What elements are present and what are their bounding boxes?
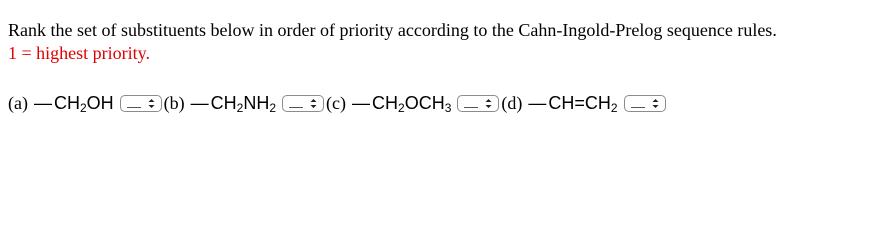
formula-subscript: 2 xyxy=(398,100,405,115)
formula-part: CH xyxy=(53,92,80,113)
substituent-formula xyxy=(528,93,617,114)
instruction-line: Rank the set of substituents below in order of priority according to the Cahn-Ingold-Prelog sequence rules. xyxy=(8,20,777,40)
rank-select-c[interactable] xyxy=(457,95,499,112)
bond-dash: — xyxy=(190,92,209,113)
selected-value xyxy=(289,107,303,108)
rank-select-a[interactable] xyxy=(120,95,162,112)
item-letter: (c) xyxy=(326,92,347,113)
up-down-chevron-icon xyxy=(652,98,659,109)
bond-dash: — xyxy=(33,92,52,113)
selected-value xyxy=(464,107,478,108)
formula-subscript: 2 xyxy=(269,100,277,115)
question-text xyxy=(8,19,777,65)
substituent-item-c xyxy=(326,93,501,114)
formula-part: OH xyxy=(86,92,114,113)
bond-dash: — xyxy=(528,92,547,113)
bond-dash: — xyxy=(352,92,371,113)
formula-subscript: 2 xyxy=(236,100,244,115)
item-letter: (a) xyxy=(8,92,28,113)
item-letter: (b) xyxy=(163,92,185,113)
up-down-chevron-icon xyxy=(485,98,492,109)
rank-select-d[interactable] xyxy=(624,95,666,112)
selected-value xyxy=(127,107,141,108)
substituent-list xyxy=(8,91,668,115)
substituent-formula xyxy=(34,93,114,114)
selected-value xyxy=(631,107,645,108)
substituent-formula xyxy=(191,93,276,114)
formula-part: CH xyxy=(210,92,237,113)
up-down-chevron-icon xyxy=(148,98,155,109)
substituent-item-a xyxy=(8,93,164,114)
formula-subscript: 3 xyxy=(444,100,452,115)
item-letter: (d) xyxy=(501,92,523,113)
formula-part: CH xyxy=(372,92,399,113)
formula-subscript: 2 xyxy=(610,100,618,115)
formula-subscript: 2 xyxy=(79,100,87,115)
substituent-item-b xyxy=(164,93,326,114)
priority-note: 1 = highest priority. xyxy=(8,43,150,63)
formula-part: CH=CH xyxy=(548,92,611,113)
substituent-item-d xyxy=(501,93,667,114)
rank-select-b[interactable] xyxy=(282,95,324,112)
up-down-chevron-icon xyxy=(310,98,317,109)
formula-part: NH xyxy=(243,92,270,113)
substituent-formula xyxy=(352,93,451,114)
formula-part: OCH xyxy=(404,92,445,113)
